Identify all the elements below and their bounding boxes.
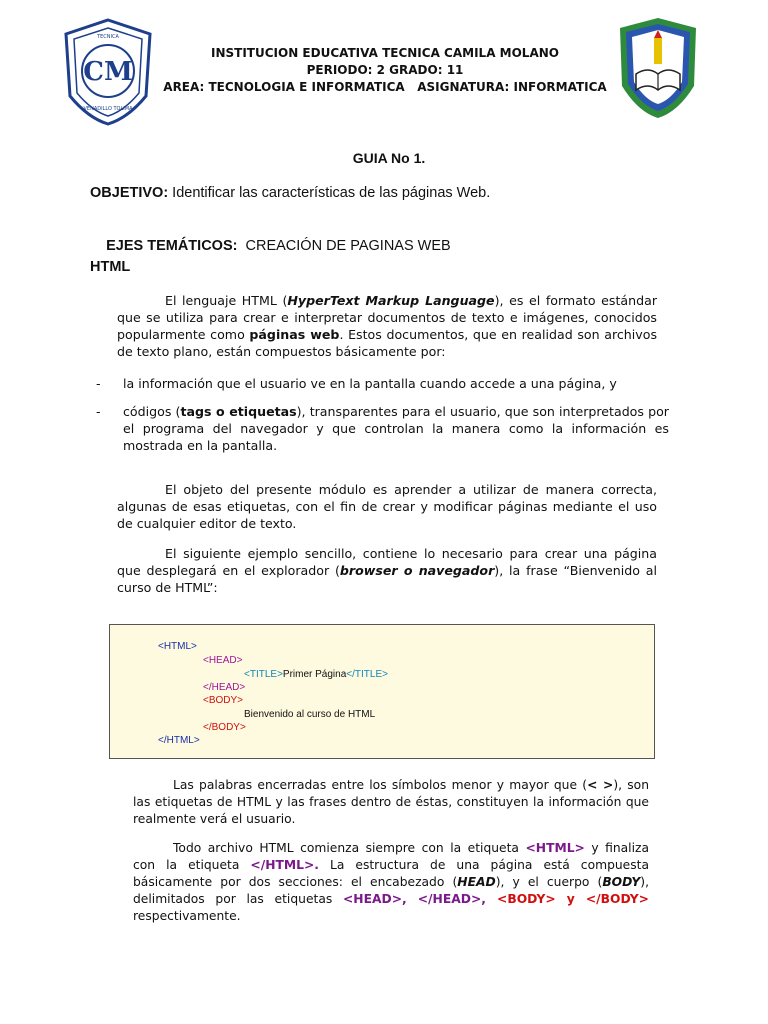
code-line-html-open: <HTML> bbox=[158, 641, 197, 652]
institution-header bbox=[160, 45, 610, 96]
html-code-example bbox=[109, 624, 655, 759]
school-seal-left-logo bbox=[58, 16, 158, 126]
document-page: CM VENADILLO TOLIMA TECNICA INSTITUCION EDUCATIVA TECNICA CAMILA MOLANO PERIODO: 2 GRADO: 11 AREA: TECNOLOGIA E INFORMATICA ASIGNATURA: INFORMATICA GUIA No 1. OBJETIVO: Identificar las características de las páginas Web. EJES TEMÁTICOS: CREACIÓN DE PAGINAS WEB HTML El lenguaje HTML (HyperText Markup Language), es el formato estándar que se utiliza para crear e interpretar documentos de texto e imágenes, conocidos popularmente como páginas web. Estos documentos, que en realidad son archivos de texto plano, están compuestos básicamente por: - la información que el usuario ve en la pantalla cuando accede a una página, y - códigos (tags o etiquetas), transparentes para el usuario, que son interpretados por el programa del navegador y que controlan la manera como la información es mostrada en la pantalla. El objeto del presente módulo es aprender a utilizar de manera correcta, algunas de esas etiquetas, con el fin de crear y modificar páginas mediante el uso de cualquier editor de texto. El siguiente ejemplo sencillo, contiene lo necesario para crear una página que desplegará en el explorador (browser o navegador), la frase “Bienvenido al curso de HTML”: <HTML> <HEAD> <TITLE>Primer Página</TITLE> </HEAD> <BODY> Bienvenido al curso de HTML </BODY> </HTML> Las palabras encerradas entre los símbolos menor y mayor que (< >), son las etiquetas de HTML y las frases dentro de éstas, constituyen la información que realmente verá el usuario. Todo archivo HTML comienza siempre con la etiqueta <HTML> y finaliza con la etiqueta </HTML>. La estructura de una página está compuesta básicamente por dos secciones: el encabezado (HEAD), y el cuerpo (BODY), delimitados por las etiquetas <HEAD>, </HEAD>, <BODY> y </BODY> respectivamente. bbox=[0, 0, 768, 1024]
themes-label: EJES TEMÁTICOS: bbox=[106, 238, 238, 254]
paragraph-example-intro: El siguiente ejemplo sencillo, contiene lo necesario para crear una página que desplegará en el explorador (browser o navegador), la frase “Bienvenido al curso de HTML”: bbox=[117, 546, 657, 595]
code-line-body-text: Bienvenido al curso de HTML bbox=[244, 709, 376, 720]
school-seal-right-logo bbox=[618, 16, 698, 120]
section-heading-html: HTML bbox=[90, 259, 131, 275]
svg-text:TECNICA: TECNICA bbox=[97, 34, 119, 40]
code-line-title: <TITLE>Primer Página</TITLE> bbox=[244, 669, 388, 680]
code-line-body-close: </BODY> bbox=[203, 722, 246, 733]
institution-name: INSTITUCION EDUCATIVA TECNICA CAMILA MOLANO bbox=[211, 46, 559, 60]
paragraph-html-intro: El lenguaje HTML (HyperText Markup Language), es el formato estándar que se utiliza para crear e interpretar documentos de texto e imágenes, conocidos popularmente como páginas web. Estos documentos, que en realidad son archivos de texto plano, están compuestos básicamente por: bbox=[117, 293, 657, 359]
objective-label: OBJETIVO: bbox=[90, 185, 169, 201]
objective-text: Identificar las características de las páginas Web. bbox=[168, 185, 491, 201]
paragraph-tags-explained: Las palabras encerradas entre los símbolos menor y mayor que (< >), son las etiquetas de HTML y las frases dentro de éstas, constituyen la información que realmente verá el usuario. bbox=[133, 778, 650, 826]
objective-line bbox=[90, 185, 490, 201]
period-grade: PERIODO: 2 GRADO: 11 bbox=[306, 63, 464, 77]
code-line-head-close: </HEAD> bbox=[203, 682, 246, 693]
paragraph-page-structure: Todo archivo HTML comienza siempre con la etiqueta <HTML> y finaliza con la etiqueta </HTML>. La estructura de una página está compuesta básicamente por dos secciones: el encabezado (HEAD), y el cuerpo (BODY), delimitados por las etiquetas <HEAD>, </HEAD>, <BODY> y </BODY> respectivamente. bbox=[133, 841, 650, 923]
svg-text:VENADILLO TOLIMA: VENADILLO TOLIMA bbox=[83, 106, 133, 112]
svg-text:CM: CM bbox=[83, 57, 133, 87]
themes-line bbox=[90, 222, 451, 270]
guide-title: GUIA No 1. bbox=[352, 150, 426, 166]
paragraph-module-objective: El objeto del presente módulo es aprender a utilizar de manera correcta, algunas de esas etiquetas, con el fin de crear y modificar páginas mediante el uso de cualquier editor de texto. bbox=[117, 482, 657, 531]
code-line-html-close: </HTML> bbox=[158, 735, 200, 746]
themes-text: CREACIÓN DE PAGINAS WEB bbox=[237, 238, 451, 254]
area-subject: AREA: TECNOLOGIA E INFORMATICA ASIGNATURA: INFORMATICA bbox=[163, 80, 607, 94]
code-line-head-open: <HEAD> bbox=[203, 655, 243, 666]
code-line-body-open: <BODY> bbox=[203, 695, 244, 706]
